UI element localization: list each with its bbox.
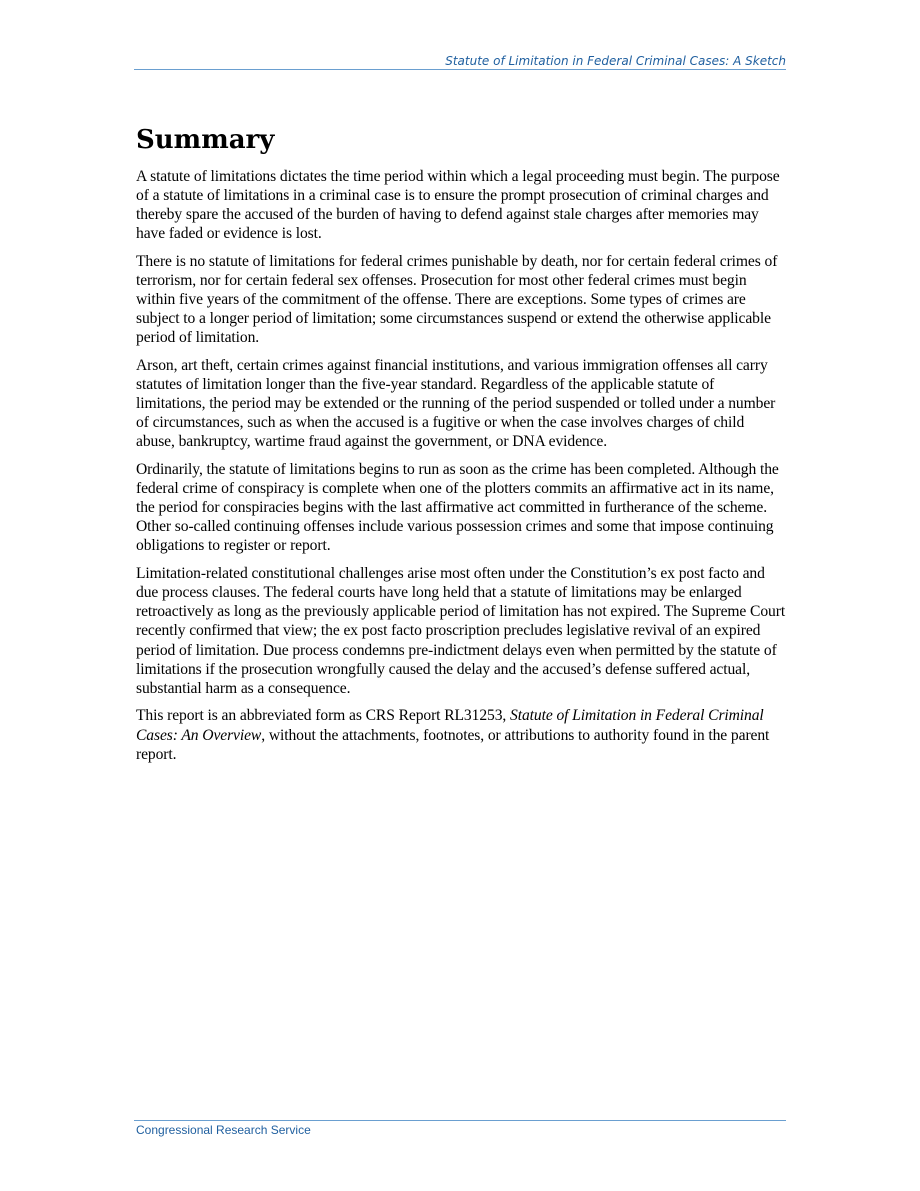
page-content	[136, 122, 786, 772]
paragraph: There is no statute of limitations for federal crimes punishable by death, nor for certain federal crimes of terrorism, nor for certain federal sex offenses. Prosecution for most other federal crimes must begin within five years of the commitment of the offense. There are exceptions. Some types of crimes are subject to a longer period of limitation; some circumstances suspend or extend the otherwise applicable period of limitation.	[136, 252, 778, 347]
header-divider	[134, 69, 786, 70]
final-paragraph-tail: , without the attachments, footnotes, or attributions to authority found in the parent report.	[136, 726, 770, 763]
footer-divider	[134, 1120, 786, 1121]
paragraph: Arson, art theft, certain crimes against financial institutions, and various immigration offenses all carry statutes of limitation longer than the five-year standard. Regardless of the applicable statute of limitations, the period may be extended or the running of the period suspended or tolled under a number of circumstances, such as when the accused is a fugitive or when the case involves charges of child abuse, bankruptcy, wartime fraud against the government, or DNA evidence.	[136, 357, 776, 451]
paragraph: Limitation-related constitutional challenges arise most often under the Constitution’s ex post facto and due process clauses. The federal courts have long held that a statute of limitations may be enlarged retroactively as long as the previously applicable period of limitation has not expired. The Supreme Court recently confirmed that view; the ex post facto proscription precludes legislative revival of an expired period of limitation. Due process condemns pre-indictment delays even when permitted by the statute of limitations if the prosecution wrongfully caused the delay and the accused’s defense suffered actual, substantial harm as a consequence.	[136, 565, 786, 697]
running-header-title: Statute of Limitation in Federal Criminal Cases: A Sketch	[445, 54, 786, 68]
final-paragraph-lead: This report is an abbreviated form as CRS Report RL31253,	[136, 707, 511, 725]
footer-organization: Congressional Research Service	[136, 1123, 311, 1137]
final-paragraph	[136, 706, 786, 763]
page-title: Summary	[136, 125, 275, 155]
paragraph: Ordinarily, the statute of limitations begins to run as soon as the crime has been completed. Although the federal crime of conspiracy is complete when one of the plotters commits an affirmative act in its name, the period for conspiracies begins with the last affirmative act committed in furtherance of the scheme. Other so-called continuing offenses include various possession crimes and some that impose continuing obligations to register or report.	[136, 461, 779, 555]
paragraph: A statute of limitations dictates the time period within which a legal proceeding must begin. The purpose of a statute of limitations in a criminal case is to ensure the prompt prosecution of criminal charges and thereby spare the accused of the burden of having to defend against stale charges after memories may have faded or evidence is lost.	[136, 168, 780, 243]
report-title: Statute of Limitation in Federal Criminal Cases: An Overview	[136, 707, 764, 744]
